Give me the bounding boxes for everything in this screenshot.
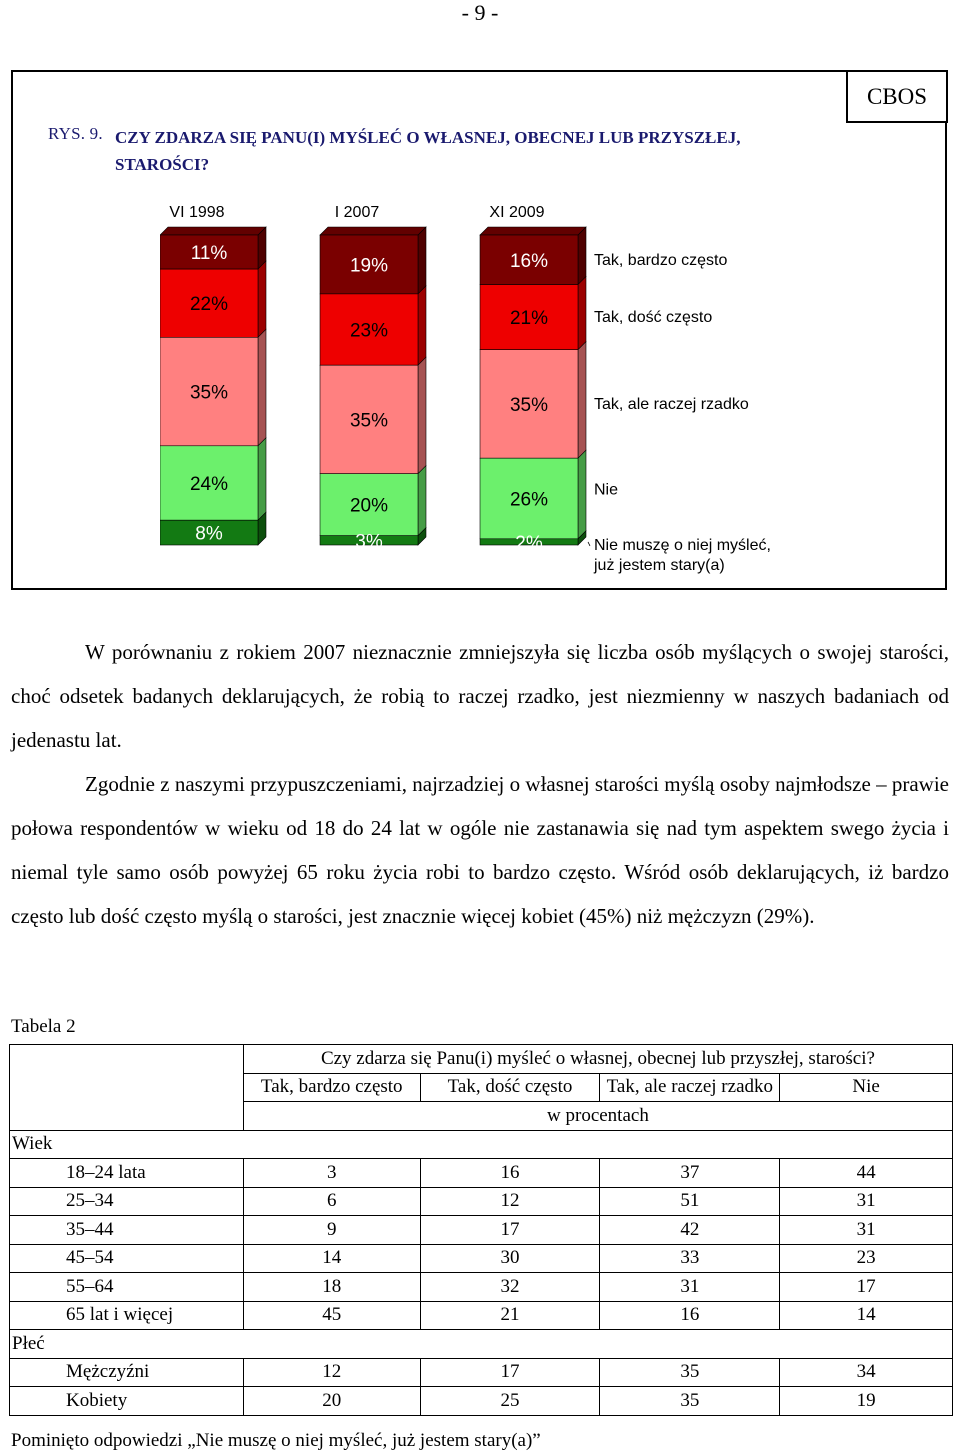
table-cell: 21 <box>420 1301 600 1330</box>
figure-title: CZY ZDARZA SIĘ PANU(I) MYŚLEĆ O WŁASNEJ, OBECNEJ LUB PRZYSZŁEJ, STAROŚCI? <box>115 128 741 174</box>
table-label: Tabela 2 <box>11 1016 76 1037</box>
table-row <box>10 1387 953 1416</box>
bar-segment-side <box>258 261 266 337</box>
table-cell: 51 <box>600 1187 780 1216</box>
bar-segment-side <box>578 227 586 285</box>
paragraph-2: Zgodnie z naszymi przypuszczeniami, najrzadziej o własnej starości myślą osoby najmłodsze – prawie połowa respondentów w wieku od 18 do 24 lat w ogóle nie zastanawia się nad tym aspektem swego życia i niemal tyle samo osób powyżej 65 roku życia robi to bardzo często. Wśród osób deklarujących, iż bardzo często lub dość często myślą o starości, jest znacznie więcej kobiet (45%) niż mężczyzn (29%). <box>11 772 949 928</box>
table-group-row <box>10 1330 953 1359</box>
table-cell: 19 <box>780 1387 953 1416</box>
table-group-label: Wiek <box>10 1130 953 1159</box>
table-cell: 25 <box>420 1387 600 1416</box>
data-label: 3% <box>355 531 383 553</box>
table-cell: 16 <box>420 1159 600 1188</box>
data-label: 20% <box>349 495 389 517</box>
bar-segment-side <box>578 450 586 539</box>
table-cell: 14 <box>243 1244 420 1273</box>
table-row-label: 35–44 <box>10 1216 244 1245</box>
table-group-row <box>10 1130 953 1159</box>
bar-top <box>480 227 586 235</box>
data-label: 23% <box>349 320 389 342</box>
table-cell: 20 <box>243 1387 420 1416</box>
table-row <box>10 1273 953 1302</box>
table-row-label: 65 lat i więcej <box>10 1301 244 1330</box>
data-table <box>9 1044 953 1416</box>
table-cell: 30 <box>420 1244 600 1273</box>
data-label: 22% <box>189 294 229 316</box>
data-label: 35% <box>189 382 229 404</box>
category-label: VI 1998 <box>169 204 225 221</box>
table-cell: 35 <box>600 1358 780 1387</box>
table-cell: 45 <box>243 1301 420 1330</box>
category-label: XI 2009 <box>489 204 545 221</box>
legend-leader-line <box>588 542 590 546</box>
legend-label: Nie muszę o niej myśleć, <box>594 536 771 554</box>
table-cell: 12 <box>243 1358 420 1387</box>
bar-segment-side <box>418 227 426 294</box>
table-cell: 16 <box>600 1301 780 1330</box>
table-unit: w procentach <box>243 1102 952 1131</box>
table-row <box>10 1216 953 1245</box>
table-cell: 17 <box>420 1358 600 1387</box>
table-row-label: 45–54 <box>10 1244 244 1273</box>
table-column-header: Nie <box>780 1073 953 1102</box>
table-corner-cell <box>10 1102 244 1131</box>
table-header-row <box>10 1102 953 1131</box>
legend-label: Nie <box>594 481 619 499</box>
table-row <box>10 1187 953 1216</box>
table-header-row <box>10 1073 953 1102</box>
bar-top <box>160 227 266 235</box>
table-cell: 34 <box>780 1358 953 1387</box>
table-cell: 14 <box>780 1301 953 1330</box>
table-row <box>10 1358 953 1387</box>
table-question: Czy zdarza się Panu(i) myśleć o własnej, obecnej lub przyszłej, starości? <box>243 1045 952 1074</box>
table-header-row <box>10 1045 953 1074</box>
table-cell: 31 <box>780 1216 953 1245</box>
data-label: 35% <box>509 394 549 416</box>
table-cell: 42 <box>600 1216 780 1245</box>
data-label: 2% <box>515 532 543 554</box>
data-label: 19% <box>349 255 389 277</box>
table-row-label: Mężczyźni <box>10 1358 244 1387</box>
bar-segment-side <box>418 466 426 536</box>
table-row <box>10 1244 953 1273</box>
bar-segment-side <box>418 357 426 474</box>
data-label: 11% <box>190 243 228 265</box>
table-cell: 18 <box>243 1273 420 1302</box>
table-cell: 35 <box>600 1387 780 1416</box>
cbos-logo-box: CBOS <box>846 70 948 123</box>
data-label: 21% <box>509 308 549 330</box>
table-corner-cell <box>10 1045 244 1074</box>
table-cell: 6 <box>243 1187 420 1216</box>
bar-segment-side <box>418 286 426 365</box>
table-cell: 12 <box>420 1187 600 1216</box>
table-row-label: 25–34 <box>10 1187 244 1216</box>
bar-segment-side <box>258 438 266 520</box>
data-label: 26% <box>509 489 549 511</box>
table-column-header: Tak, bardzo często <box>243 1073 420 1102</box>
table-corner-cell <box>10 1073 244 1102</box>
table-footnote: Pominięto odpowiedzi „Nie muszę o niej myśleć, już jestem stary(a)” <box>11 1430 541 1451</box>
table-cell: 9 <box>243 1216 420 1245</box>
data-label: 35% <box>349 410 389 432</box>
legend-label: Tak, ale raczej rzadko <box>594 395 749 413</box>
stacked-bar-chart <box>160 195 800 590</box>
bar-segment-side <box>578 277 586 350</box>
table-cell: 23 <box>780 1244 953 1273</box>
table-row-label: 18–24 lata <box>10 1159 244 1188</box>
table-row <box>10 1159 953 1188</box>
table-row-label: Kobiety <box>10 1387 244 1416</box>
table-cell: 33 <box>600 1244 780 1273</box>
table-cell: 31 <box>600 1273 780 1302</box>
table-column-header: Tak, ale raczej rzadko <box>600 1073 780 1102</box>
table-cell: 3 <box>243 1159 420 1188</box>
category-label: I 2007 <box>334 204 380 221</box>
table-cell: 44 <box>780 1159 953 1188</box>
table-row-label: 55–64 <box>10 1273 244 1302</box>
bar-top <box>320 227 426 235</box>
paragraph-1: W porównaniu z rokiem 2007 nieznacznie zmniejszyła się liczba osób myślących o swojej starości, choć odsetek badanych deklarujących, że robią to raczej rzadko, jest niezmienny w naszych badaniach od jedenastu lat. <box>11 640 949 752</box>
table-cell: 32 <box>420 1273 600 1302</box>
table-cell: 17 <box>780 1273 953 1302</box>
bar-segment-side <box>258 329 266 446</box>
table-row <box>10 1301 953 1330</box>
page-number: - 9 - <box>461 0 499 25</box>
table-group-label: Płeć <box>10 1330 953 1359</box>
table-cell: 17 <box>420 1216 600 1245</box>
bar-segment-side <box>578 342 586 459</box>
legend-label: już jestem stary(a) <box>594 556 725 574</box>
table-column-header: Tak, dość często <box>420 1073 600 1102</box>
table-cell: 31 <box>780 1187 953 1216</box>
data-label: 24% <box>189 474 229 495</box>
legend-label: Tak, dość często <box>594 309 713 327</box>
data-label: 16% <box>509 250 549 272</box>
table-cell: 37 <box>600 1159 780 1188</box>
legend-label: Tak, bardzo często <box>594 251 728 269</box>
figure-label: RYS. 9. <box>48 124 103 143</box>
data-label: 8% <box>195 523 223 545</box>
